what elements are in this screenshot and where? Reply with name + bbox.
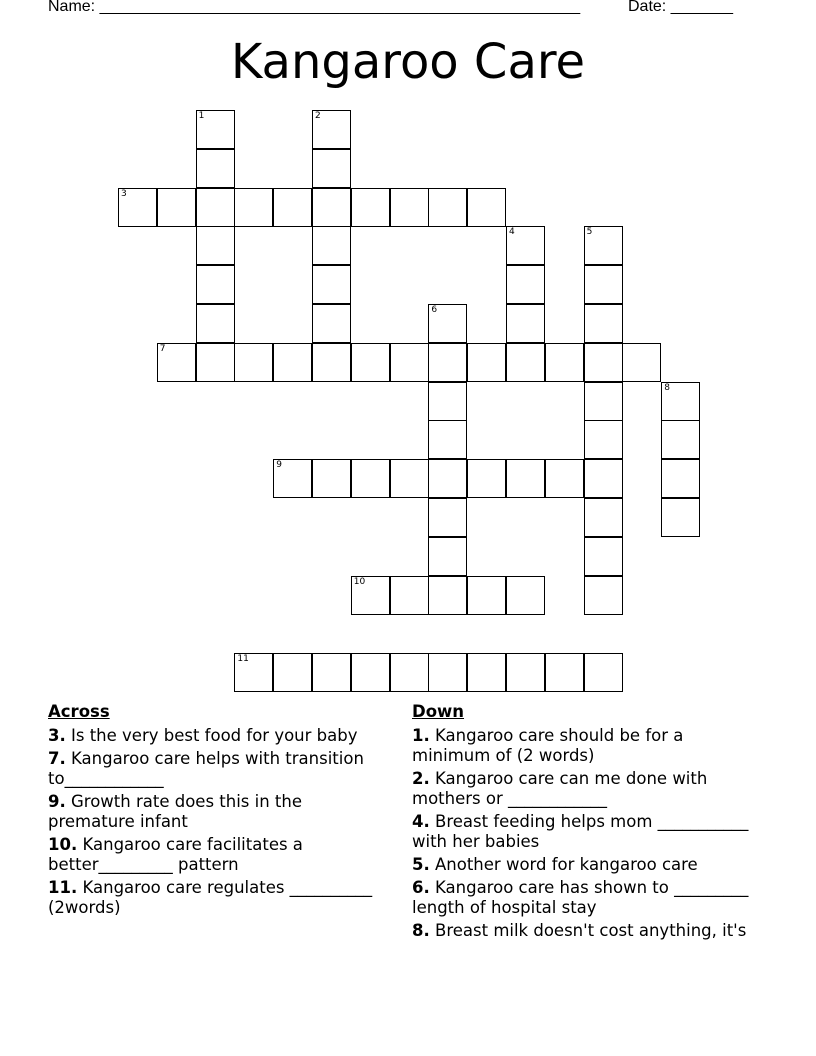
crossword-cell[interactable] <box>157 188 196 227</box>
cell-number: 1 <box>198 111 205 121</box>
crossword-cell[interactable] <box>661 459 700 498</box>
crossword-cell[interactable] <box>273 653 312 692</box>
clue-number: 8. <box>412 921 430 940</box>
crossword-cell[interactable] <box>351 576 390 615</box>
page-title: Kangaroo Care <box>230 34 586 90</box>
clue-item <box>412 855 762 875</box>
crossword-cell[interactable] <box>428 382 467 421</box>
clue-number: 6. <box>412 878 430 897</box>
crossword-cell[interactable] <box>390 343 429 382</box>
clue-number: 1. <box>412 726 430 745</box>
cell-number: 11 <box>237 654 249 665</box>
clue-text: Kangaroo care can me done with mothers or ____________ <box>412 769 708 808</box>
clue-item <box>412 726 762 766</box>
crossword-cell[interactable] <box>312 110 351 149</box>
crossword-cell[interactable] <box>584 343 623 382</box>
crossword-cell[interactable] <box>506 576 545 615</box>
crossword-cell[interactable] <box>428 653 467 692</box>
crossword-cell[interactable] <box>467 459 506 498</box>
clue-text: Another word for kangaroo care <box>435 855 698 874</box>
crossword-cell[interactable] <box>312 149 351 188</box>
clue-text: Breast feeding helps mom ___________ with her babies <box>412 812 749 851</box>
crossword-cell[interactable] <box>545 343 584 382</box>
clue-item <box>48 726 393 746</box>
crossword-cell[interactable] <box>428 576 467 615</box>
across-heading: Across <box>48 702 110 721</box>
crossword-cell[interactable] <box>312 226 351 265</box>
crossword-cell[interactable] <box>312 459 351 498</box>
crossword-cell[interactable] <box>351 653 390 692</box>
crossword-cell[interactable] <box>312 304 351 343</box>
crossword-cell[interactable] <box>584 537 623 576</box>
clue-item <box>412 769 762 809</box>
cell-number: 3 <box>121 188 127 199</box>
crossword-cell[interactable] <box>584 459 623 498</box>
crossword-cell[interactable] <box>584 576 623 615</box>
crossword-cell[interactable] <box>351 459 390 498</box>
crossword-cell[interactable] <box>428 420 467 459</box>
clue-text: Kangaroo care facilitates a better_________ pattern <box>48 835 303 874</box>
crossword-cell[interactable] <box>584 382 623 421</box>
crossword-cell[interactable] <box>273 188 312 227</box>
crossword-cell[interactable] <box>118 188 157 227</box>
clue-item <box>48 835 393 875</box>
clue-text: Kangaroo care should be for a minimum of (2 words) <box>412 726 684 765</box>
clue-number: 11. <box>48 878 78 897</box>
crossword-cell[interactable] <box>196 343 235 382</box>
crossword-cell[interactable] <box>234 188 273 227</box>
crossword-cell[interactable] <box>661 498 700 537</box>
crossword-cell[interactable] <box>506 343 545 382</box>
crossword-cell[interactable] <box>196 110 235 149</box>
clue-number: 4. <box>412 812 430 831</box>
clue-number: 2. <box>412 769 430 788</box>
crossword-cell[interactable] <box>196 226 235 265</box>
clue-item <box>48 878 393 918</box>
cell-number: 5 <box>586 227 593 238</box>
crossword-cell[interactable] <box>506 226 545 265</box>
crossword-cell[interactable] <box>273 459 312 498</box>
crossword-cell[interactable] <box>196 188 235 227</box>
crossword-cell[interactable] <box>661 382 700 421</box>
crossword-cell[interactable] <box>390 653 429 692</box>
cell-number: 9 <box>276 460 282 471</box>
crossword-cell[interactable] <box>467 343 506 382</box>
crossword-cell[interactable] <box>584 420 623 459</box>
clue-number: 9. <box>48 792 66 811</box>
clue-item <box>48 749 393 789</box>
cell-number: 10 <box>353 576 366 587</box>
crossword-cell[interactable] <box>390 188 429 227</box>
clue-item <box>48 792 393 832</box>
crossword-cell[interactable] <box>312 343 351 382</box>
crossword-cell[interactable] <box>584 265 623 304</box>
clue-text: Breast milk doesn't cost anything, it's <box>435 921 747 940</box>
clue-text: Kangaroo care helps with transition to____________ <box>48 749 364 788</box>
crossword-cell[interactable] <box>428 459 467 498</box>
clue-number: 7. <box>48 749 66 768</box>
name-field-label: Name: ______________________________________________________ <box>48 0 581 15</box>
crossword-cell[interactable] <box>312 653 351 692</box>
cell-number: 6 <box>431 305 438 315</box>
date-field-label: Date: _______ <box>628 0 733 15</box>
crossword-cell[interactable] <box>273 343 312 382</box>
crossword-cell[interactable] <box>584 498 623 537</box>
crossword-cell[interactable] <box>428 343 467 382</box>
clue-text: Kangaroo care has shown to _________ length of hospital stay <box>412 878 749 917</box>
crossword-cell[interactable] <box>390 459 429 498</box>
crossword-cell[interactable] <box>584 304 623 343</box>
clue-text: Growth rate does this in the premature infant <box>48 792 303 831</box>
crossword-cell[interactable] <box>234 343 273 382</box>
crossword-cell[interactable] <box>428 537 467 576</box>
clue-number: 3. <box>48 726 66 745</box>
crossword-cell[interactable] <box>196 149 235 188</box>
crossword-cell[interactable] <box>351 188 390 227</box>
crossword-cell[interactable] <box>545 459 584 498</box>
down-clues <box>412 702 762 944</box>
crossword-cell[interactable] <box>428 188 467 227</box>
cell-number: 7 <box>159 343 166 354</box>
clue-text: Kangaroo care regulates __________ (2words) <box>48 878 373 917</box>
crossword-cell[interactable] <box>312 188 351 227</box>
clue-item <box>412 878 762 918</box>
crossword-cell[interactable] <box>234 653 273 692</box>
crossword-cell[interactable] <box>467 653 506 692</box>
crossword-cell[interactable] <box>196 265 235 304</box>
across-clues <box>48 702 393 921</box>
crossword-cell[interactable] <box>661 420 700 459</box>
clue-number: 5. <box>412 855 430 874</box>
crossword-cell[interactable] <box>467 576 506 615</box>
crossword-cell[interactable] <box>157 343 196 382</box>
crossword-cell[interactable] <box>506 653 545 692</box>
crossword-cell[interactable] <box>467 188 506 227</box>
crossword-cell[interactable] <box>622 343 661 382</box>
cell-number: 4 <box>509 227 515 238</box>
cell-number: 8 <box>664 382 670 393</box>
crossword-cell[interactable] <box>584 653 623 692</box>
crossword-cell[interactable] <box>390 576 429 615</box>
clue-item <box>412 921 762 941</box>
crossword-cell[interactable] <box>506 459 545 498</box>
crossword-cell[interactable] <box>506 265 545 304</box>
crossword-cell[interactable] <box>351 343 390 382</box>
crossword-cell[interactable] <box>545 653 584 692</box>
down-heading: Down <box>412 702 465 721</box>
crossword-cell[interactable] <box>428 304 467 343</box>
clue-text: Is the very best food for your baby <box>71 726 358 745</box>
crossword-cell[interactable] <box>506 304 545 343</box>
crossword-cell[interactable] <box>196 304 235 343</box>
cell-number: 2 <box>315 111 321 121</box>
crossword-cell[interactable] <box>312 265 351 304</box>
crossword-cell[interactable] <box>584 226 623 265</box>
clue-number: 10. <box>48 835 78 854</box>
crossword-cell[interactable] <box>428 498 467 537</box>
clue-item <box>412 812 762 852</box>
